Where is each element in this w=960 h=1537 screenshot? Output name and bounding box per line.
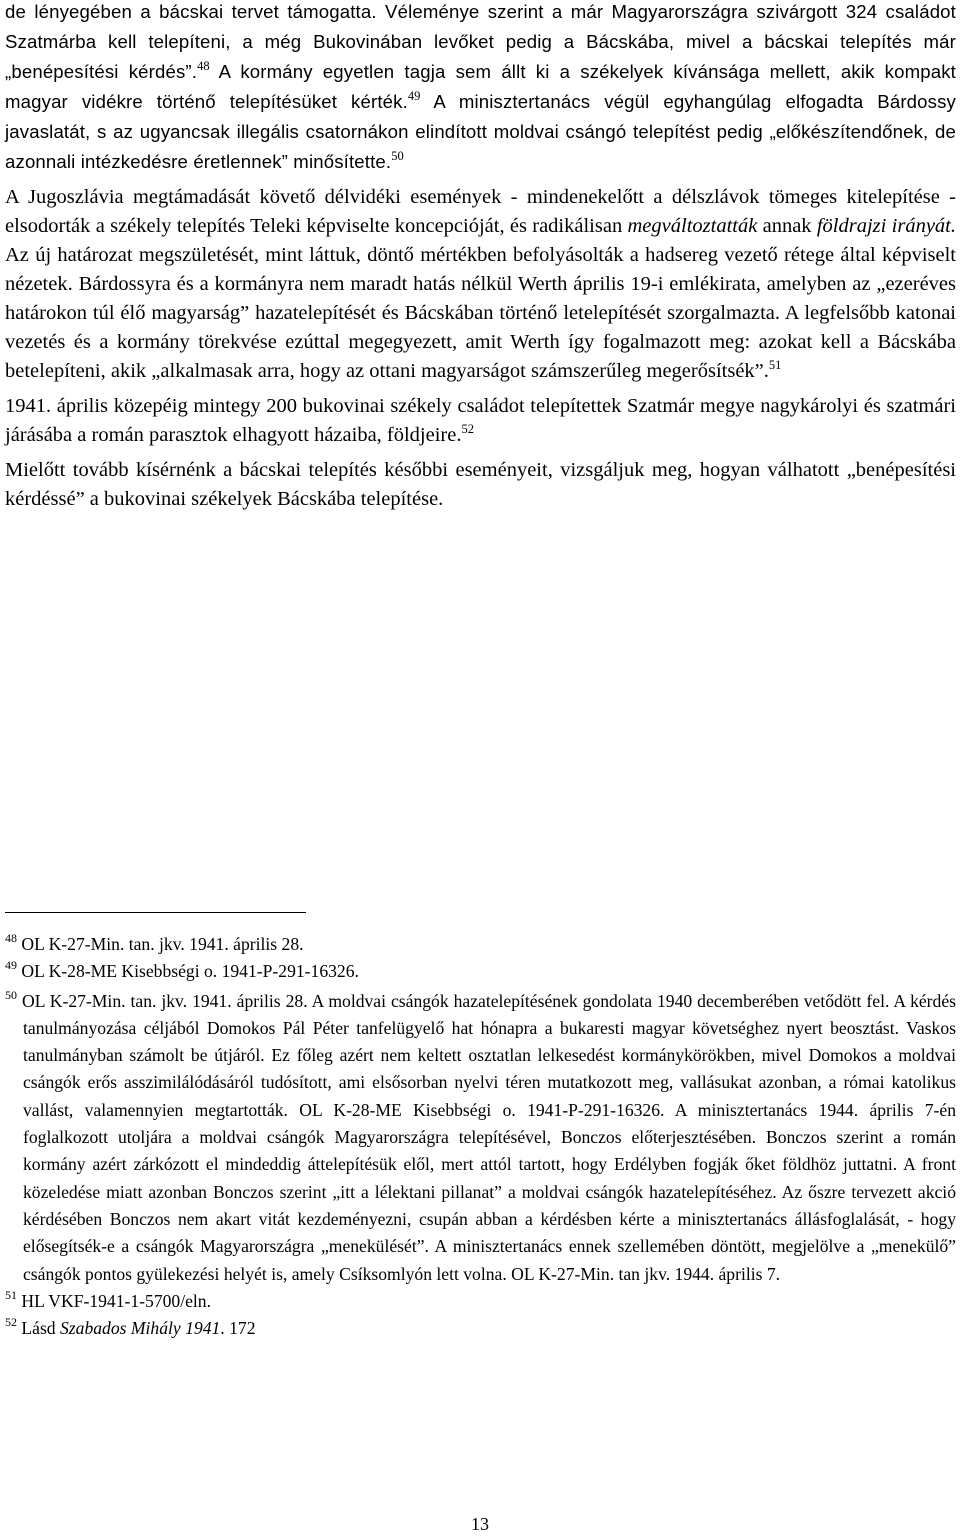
footnote-marker: 50 <box>5 987 17 1002</box>
italic-text: Szabados Mihály 1941 <box>60 1318 221 1339</box>
footnotes <box>5 931 956 1342</box>
footnote-51 <box>5 1288 956 1315</box>
paragraph-1 <box>5 0 956 177</box>
paragraph-3 <box>5 392 956 450</box>
text-run: Az új határozat megszületését, mint láttuk, döntő mértékben befolyásolták a hadsereg vezető rétege által képviselt nézetek. Bárdossyra és a kormányra nem maradt hatás nélkül Werth április 19-i emlékirata, amelyben az „ezeréves határokon túl élő magyarság” hazatelepítését és Bácskában történő letelepítését szorgalmazta. A legfelsőbb katonai vezetés és a kormány törekvése ezúttal megegyezett, amit Werth így fogalmazott meg: azokat kell a Bácskába betelepíteni, akik „alkalmasak arra, hogy az ottani magyarságot számszerűleg megerősítsék”. <box>5 244 956 382</box>
footnote-marker: 52 <box>5 1315 17 1330</box>
text-run: A kormány egyetlen tagja sem állt ki a székelyek kívánsága mellett, akik kompakt magyar vidékre történő telepítésüket kérték. <box>5 61 956 112</box>
text-run: A minisztertanács végül egyhangúlag elfogadta Bárdossy javaslatát, s az ugyancsak illegális csatornákon elindított moldvai csángó telepítést pedig „előkészítendőnek, de azonnali intézkedésre éretlennek” minősítette. <box>5 91 956 172</box>
page-number: 13 <box>471 1514 489 1534</box>
footnote-marker: 51 <box>5 1287 17 1302</box>
text-run: . 172 <box>220 1318 256 1339</box>
footnote-marker: 48 <box>5 931 17 945</box>
text-run: de lényegében a bácskai tervet támogatta. Véleménye szerint a már Magyarországra szivárgott 324 családot Szatmárba kell telepíteni, a még Bukovinában levőket pedig a Bácskába, mivel a bácskai telepítés már „benépesítési kérdés”. <box>5 1 956 82</box>
text-run: A Jugoszlávia megtámadását követő délvidéki események - mindenekelőtt a délszlávok tömeges kitelepítése - elsodorták a székely telepítés Teleki képviselte koncepcióját, és radikálisan <box>5 186 956 237</box>
paragraph-4 <box>5 456 956 514</box>
footnote-52 <box>5 1315 956 1342</box>
footnote-48 <box>5 931 956 958</box>
text-run: Mielőtt tovább kísérnénk a bácskai telepítés későbbi eseményeit, vizsgáljuk meg, hogyan válhatott „benépesítési kérdéssé” a bukovinai székelyek Bácskába telepítése. <box>5 459 956 510</box>
footnote-marker: 52 <box>461 422 474 436</box>
footnote-50 <box>5 988 956 1288</box>
paragraph-2 <box>5 183 956 386</box>
italic-text: megváltoztatták <box>627 215 758 237</box>
text-run: OL K-28-ME Kisebbségi o. 1941-P-291-16326. <box>17 961 359 982</box>
footnote-marker: 49 <box>5 958 17 973</box>
text-run: 1941. április közepéig mintegy 200 bukovinai székely családot telepítettek Szatmár megye nagykárolyi és szatmári járásába a román parasztok elhagyott házaiba, földjeire. <box>5 395 956 446</box>
footnote-49 <box>5 958 956 985</box>
footnote-marker: 48 <box>197 59 210 73</box>
body-text <box>5 0 956 514</box>
footnote-marker: 49 <box>407 89 421 103</box>
text-run: OL K-27-Min. tan. jkv. 1941. április 28. A moldvai csángók hazatelepítésének gondolata 1940 decemberében vetődött fel. A kérdés tanulmányozása céljából Domokos Pál Péter tanfelügyelő hat hónapra a bukaresti magyar követséghez nyert beosztást. Vaskos tanulmányban számolt be útjáról. Ez főleg azért nem keltett osztatlan lelkesedést kormánykörökben, mivel Domokos a moldvai csángók erős asszimilálódásáról tudósított, ami elsősorban nyelvi téren mutatkozott meg, vallásukat azonban, a római katolikus vallást, valamennyien megtartották. OL K-28-ME Kisebbségi o. 1941-P-291-16326. A minisztertanács 1944. április 7-én foglalkozott utoljára a moldvai csángók Magyarországra telepítésével, Bonczos előterjesztésében. Bonczos szerint a román kormány azért zárkózott el mindeddig áttelepítésük elől, mert attól tartott, hogy Erdélyben fogják őket földhöz juttatni. A front közeledése miatt azonban Bonczos szerint „itt a lélektani pillanat” a moldvai csángók hazatelepítéséhez. Az őszre tervezett akció kérdésében Bonczos nem akart vitát kezdeményezni, csupán abban a kérdésben kérte a minisztertanács állásfoglalását, - hogy elősegítsék-e a csángók Magyarországra „menekülését”. A minisztertanács ennek szellemében döntött, megjelölve a „menekülő” csángók pontos gyülekezési helyét is, amely Csíksomlyón lett volna. OL K-27-Min. tan jkv. 1944. április 7. <box>17 990 956 1284</box>
footnote-separator <box>5 912 306 913</box>
text-run: Lásd <box>17 1318 60 1339</box>
text-run: HL VKF-1941-1-5700/eln. <box>17 1290 212 1311</box>
footnote-marker: 50 <box>391 149 404 163</box>
text-run: OL K-27-Min. tan. jkv. 1941. április 28. <box>17 934 304 954</box>
footnote-marker: 51 <box>768 358 782 372</box>
text-run: annak <box>757 215 817 237</box>
italic-text: földrajzi irányát. <box>816 215 956 237</box>
